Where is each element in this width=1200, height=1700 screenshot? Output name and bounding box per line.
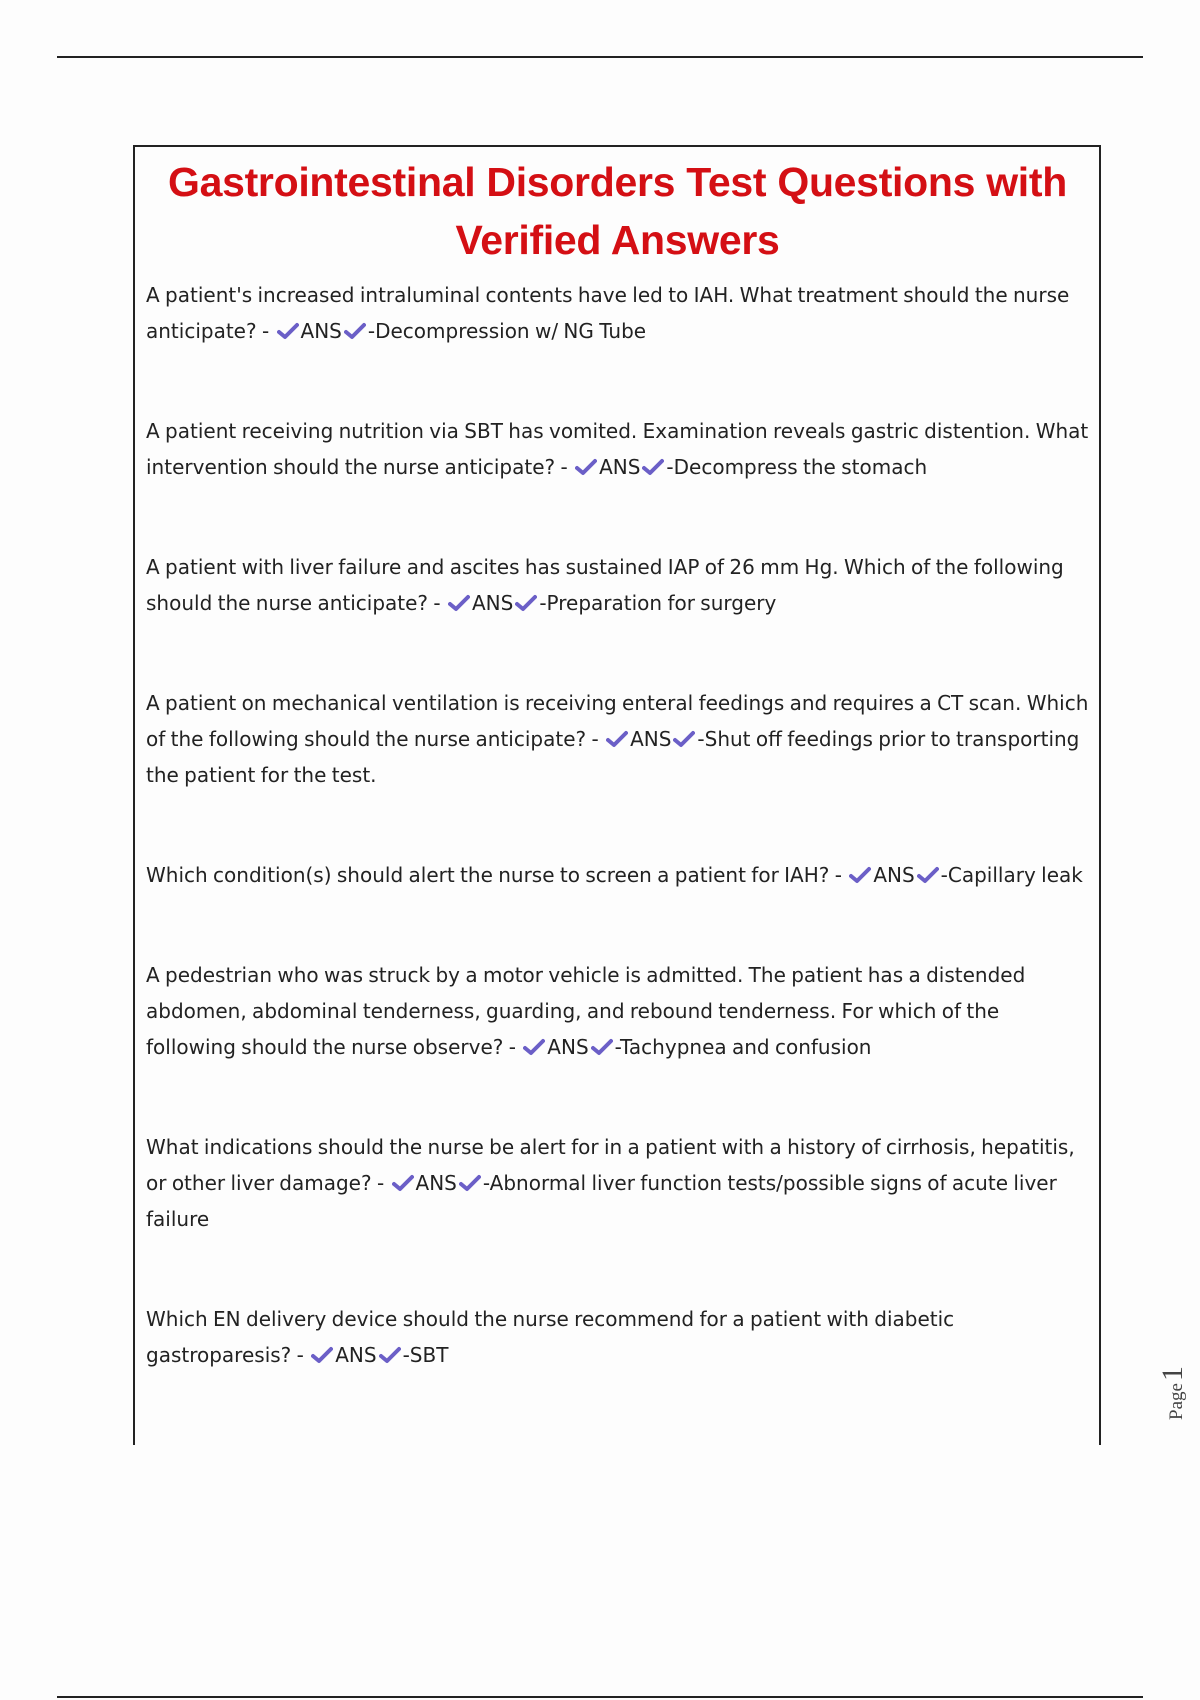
answer-text: -Capillary leak xyxy=(940,863,1083,887)
qa-item xyxy=(146,1129,1089,1237)
checkmark-icon xyxy=(459,1174,481,1192)
checkmark-icon xyxy=(344,322,366,340)
checkmark-icon xyxy=(392,1174,414,1192)
checkmark-icon xyxy=(575,458,597,476)
page-number: 1 xyxy=(1156,1366,1189,1382)
checkmark-icon xyxy=(917,866,939,884)
document-title: Gastrointestinal Disorders Test Questions with Verified Answers xyxy=(167,159,1067,263)
question-text: Which EN delivery device should the nurse recommend for a patient with diabetic gastroparesis? - xyxy=(146,1307,955,1367)
page-number-label xyxy=(1156,1366,1190,1420)
answer-text: -Shut off feedings prior to transporting the patient for the test. xyxy=(146,727,1080,787)
answer-marker: ANS xyxy=(300,319,342,343)
checkmark-icon xyxy=(515,594,537,612)
answer-marker: ANS xyxy=(873,863,915,887)
question-text: A patient's increased intraluminal contents have led to IAH. What treatment should the nurse anticipate? - xyxy=(146,283,1070,343)
answer-text: -Preparation for surgery xyxy=(539,591,777,615)
qa-item xyxy=(146,413,1089,485)
checkmark-icon xyxy=(523,1038,545,1056)
qa-list xyxy=(146,277,1089,1373)
footer-rule xyxy=(57,1696,1143,1698)
checkmark-icon xyxy=(277,322,299,340)
checkmark-icon xyxy=(606,730,628,748)
answer-text: -Abnormal liver function tests/possible signs of acute liver failure xyxy=(146,1171,1057,1231)
header-rule xyxy=(57,56,1143,58)
checkmark-icon xyxy=(591,1038,613,1056)
answer-marker: ANS xyxy=(415,1171,457,1195)
qa-item xyxy=(146,957,1089,1065)
checkmark-icon xyxy=(849,866,871,884)
answer-marker: ANS xyxy=(599,455,641,479)
qa-item xyxy=(146,685,1089,793)
qa-item xyxy=(146,277,1089,349)
answer-marker: ANS xyxy=(547,1035,589,1059)
answer-marker: ANS xyxy=(630,727,672,751)
question-text: A patient receiving nutrition via SBT has vomited. Examination reveals gastric distention. What intervention should the nurse anticipate? - xyxy=(146,419,1089,479)
question-text: A patient on mechanical ventilation is receiving enteral feedings and requires a CT scan. Which of the following should the nurse anticipate? - xyxy=(146,691,1089,751)
checkmark-icon xyxy=(448,594,470,612)
answer-text: -Decompress the stomach xyxy=(666,455,928,479)
qa-item xyxy=(146,1301,1089,1373)
answer-text: -Decompression w/ NG Tube xyxy=(367,319,647,343)
answer-marker: ANS xyxy=(335,1343,377,1367)
answer-marker: ANS xyxy=(471,591,514,615)
answer-text: -SBT xyxy=(402,1343,449,1367)
question-text: A patient with liver failure and ascites has sustained IAP of 26 mm Hg. Which of the following should the nurse anticipate? - xyxy=(146,555,1064,615)
content-frame xyxy=(133,145,1101,1445)
checkmark-icon xyxy=(673,730,695,748)
question-text: Which condition(s) should alert the nurse to screen a patient for IAH? - xyxy=(146,863,842,887)
page-label: Page xyxy=(1166,1383,1187,1420)
question-text: What indications should the nurse be alert for in a patient with a history of cirrhosis, hepatitis, or other liver damage? - xyxy=(146,1135,1075,1195)
qa-item xyxy=(146,857,1089,893)
question-text: A pedestrian who was struck by a motor vehicle is admitted. The patient has a distended abdomen, abdominal tenderness, guarding, and rebound tenderness. For which of the following should the nurse observe? - xyxy=(146,963,1026,1059)
qa-item xyxy=(146,549,1089,621)
answer-text: -Tachypnea and confusion xyxy=(614,1035,872,1059)
checkmark-icon xyxy=(379,1346,401,1364)
checkmark-icon xyxy=(642,458,664,476)
checkmark-icon xyxy=(311,1346,333,1364)
